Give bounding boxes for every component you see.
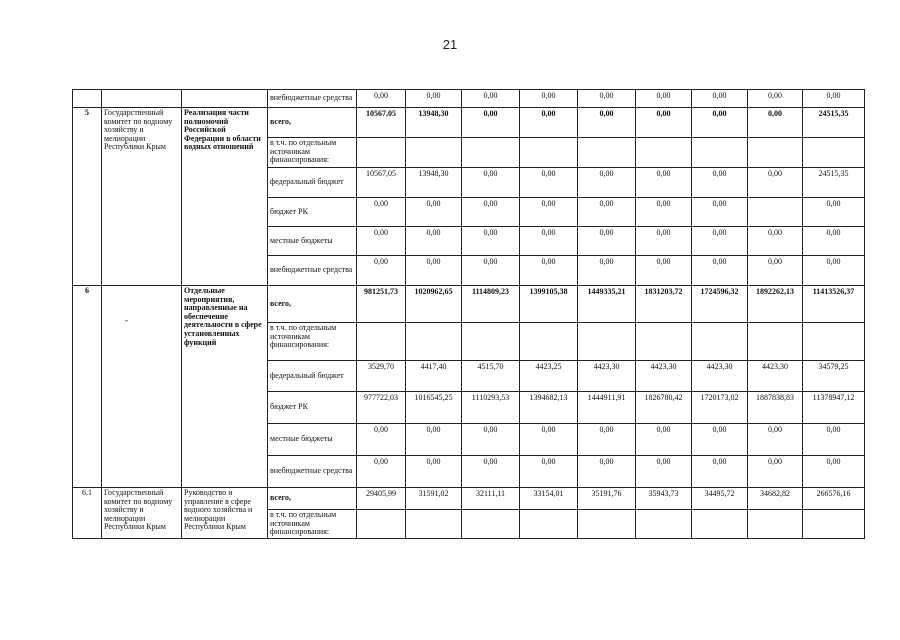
value-cell: 4423,30 [748,361,803,392]
value-cell: 0,00 [692,198,748,227]
value-cell: 0,00 [406,90,462,108]
value-cell [520,323,578,361]
value-cell [748,138,803,168]
value-cell: 0,00 [636,198,692,227]
value-cell: 981251,73 [357,286,406,323]
value-cell: 0,00 [748,424,803,456]
measure-name-cell: Реализация части полномочий Российской Федерации в области водных отношений [182,108,268,286]
value-cell: 1114809,23 [462,286,520,323]
source-cell: в т.ч. по отдельным источникам финансирования: [268,510,357,539]
value-cell: 0,00 [406,198,462,227]
executor-cell [102,90,182,108]
value-cell [578,323,636,361]
measure-name-cell [182,90,268,108]
value-cell: 0,00 [636,227,692,256]
source-cell: всего, [268,108,357,138]
value-cell [520,510,578,539]
value-cell: 1020962,65 [406,286,462,323]
value-cell [462,510,520,539]
value-cell: 0,00 [748,227,803,256]
value-cell [692,138,748,168]
value-cell: 35191,76 [578,488,636,510]
value-cell: 1110293,53 [462,392,520,424]
value-cell: 0,00 [520,256,578,286]
value-cell: 0,00 [636,168,692,198]
value-cell: 13948,30 [406,168,462,198]
value-cell: 0,00 [578,90,636,108]
source-cell: местные бюджеты [268,227,357,256]
value-cell: 266576,16 [803,488,865,510]
value-cell: 0,00 [636,456,692,488]
value-cell: 0,00 [406,424,462,456]
value-cell: 1720173,02 [692,392,748,424]
value-cell: 0,00 [748,90,803,108]
value-cell: 0,00 [748,456,803,488]
value-cell: 0,00 [462,227,520,256]
executor-cell: Государственный комитет по водному хозяйству и мелиорации Республики Крым [102,488,182,539]
value-cell [520,138,578,168]
value-cell: 0,00 [578,108,636,138]
value-cell: 34682,82 [748,488,803,510]
value-cell: 0,00 [692,168,748,198]
value-cell: 11413526,37 [803,286,865,323]
value-cell: 0,00 [406,227,462,256]
value-cell [636,138,692,168]
value-cell: 0,00 [462,198,520,227]
value-cell [462,323,520,361]
value-cell: 1394682,13 [520,392,578,424]
value-cell: 4417,40 [406,361,462,392]
value-cell: 0,00 [462,108,520,138]
source-cell: федеральный бюджет [268,168,357,198]
value-cell: 1724596,32 [692,286,748,323]
source-cell: местные бюджеты [268,424,357,456]
value-cell: 0,00 [357,90,406,108]
budget-table [72,89,865,539]
source-cell: всего, [268,286,357,323]
value-cell: 0,00 [357,456,406,488]
value-cell [803,138,865,168]
value-cell: 0,00 [636,424,692,456]
table-row [73,90,865,108]
value-cell: 0,00 [357,227,406,256]
value-cell: 4423,30 [578,361,636,392]
value-cell: 0,00 [803,456,865,488]
source-cell: в т.ч. по отдельным источникам финансирования: [268,138,357,168]
value-cell: 0,00 [636,90,692,108]
value-cell [803,323,865,361]
value-cell [692,323,748,361]
value-cell [636,510,692,539]
value-cell: 0,00 [406,256,462,286]
value-cell [406,510,462,539]
row-number-cell [73,90,102,108]
value-cell: 977722,03 [357,392,406,424]
value-cell: 0,00 [692,227,748,256]
value-cell: 0,00 [748,256,803,286]
value-cell: 4423,30 [636,361,692,392]
value-cell: 1016545,25 [406,392,462,424]
value-cell: 34495,72 [692,488,748,510]
value-cell: 0,00 [692,424,748,456]
value-cell: 1449335,21 [578,286,636,323]
value-cell: 10567,05 [357,108,406,138]
table-row [73,488,865,510]
value-cell [692,510,748,539]
table-row [73,108,865,138]
value-cell [357,323,406,361]
value-cell: 0,00 [462,456,520,488]
value-cell: 0,00 [406,456,462,488]
value-cell: 0,00 [748,168,803,198]
value-cell: 0,00 [578,168,636,198]
value-cell: 1831203,72 [636,286,692,323]
value-cell [406,323,462,361]
value-cell: 0,00 [578,227,636,256]
value-cell: 0,00 [803,256,865,286]
value-cell: 0,00 [692,456,748,488]
stray-mark: - [125,315,128,325]
value-cell: 0,00 [636,108,692,138]
source-cell: в т.ч. по отдельным источникам финансирования: [268,323,357,361]
value-cell: 3529,70 [357,361,406,392]
value-cell: 0,00 [803,90,865,108]
value-cell: 0,00 [520,198,578,227]
source-cell: внебюджетные средства [268,256,357,286]
value-cell [578,510,636,539]
value-cell: 1444911,91 [578,392,636,424]
executor-cell: Государственный комитет по водному хозяйству и мелиорации Республики Крым [102,108,182,286]
value-cell: 0,00 [357,198,406,227]
value-cell: 1892262,13 [748,286,803,323]
source-cell: федеральный бюджет [268,361,357,392]
value-cell: 35943,73 [636,488,692,510]
value-cell: 10567,05 [357,168,406,198]
value-cell: 0,00 [636,256,692,286]
row-number-cell: 6.1 [73,488,102,539]
value-cell: 0,00 [520,90,578,108]
value-cell: 1399105,38 [520,286,578,323]
source-cell: всего, [268,488,357,510]
value-cell: 0,00 [462,256,520,286]
value-cell: 0,00 [578,424,636,456]
page-number: 21 [442,37,458,52]
value-cell [357,510,406,539]
value-cell: 0,00 [803,424,865,456]
value-cell: 13948,30 [406,108,462,138]
value-cell: 0,00 [803,198,865,227]
value-cell: 4423,25 [520,361,578,392]
source-cell: бюджет РК [268,198,357,227]
value-cell: 0,00 [462,424,520,456]
value-cell: 0,00 [520,456,578,488]
value-cell: 0,00 [462,90,520,108]
row-number-cell: 5 [73,108,102,286]
value-cell: 0,00 [357,424,406,456]
measure-name-cell: Руководство и управление в сфере водного хозяйства и мелиорации Республики Крым [182,488,268,539]
value-cell: 0,00 [692,256,748,286]
value-cell: 24515,35 [803,168,865,198]
value-cell [748,198,803,227]
value-cell: 0,00 [692,108,748,138]
source-cell: внебюджетные средства [268,456,357,488]
executor-cell [102,286,182,488]
value-cell: 4423,30 [692,361,748,392]
measure-name-cell: Отдельные мероприятия, направленные на обеспечение деятельности в сфере установленных функций [182,286,268,488]
value-cell: 0,00 [578,456,636,488]
value-cell [357,138,406,168]
value-cell: 0,00 [520,108,578,138]
value-cell: 0,00 [520,227,578,256]
value-cell: 31591,02 [406,488,462,510]
value-cell [406,138,462,168]
value-cell: 0,00 [578,256,636,286]
table-row [73,286,865,323]
value-cell [636,323,692,361]
row-number-cell: 6 [73,286,102,488]
value-cell: 1887838,83 [748,392,803,424]
value-cell: 0,00 [357,256,406,286]
value-cell: 0,00 [748,108,803,138]
source-cell: внебюджетные средства [268,90,357,108]
value-cell: 0,00 [692,90,748,108]
value-cell [748,323,803,361]
value-cell: 24515,35 [803,108,865,138]
value-cell: 0,00 [578,198,636,227]
value-cell: 29405,99 [357,488,406,510]
value-cell [748,510,803,539]
value-cell: 0,00 [520,168,578,198]
value-cell [462,138,520,168]
value-cell: 0,00 [520,424,578,456]
value-cell: 0,00 [462,168,520,198]
value-cell: 33154,01 [520,488,578,510]
value-cell: 34579,25 [803,361,865,392]
value-cell: 11378947,12 [803,392,865,424]
source-cell: бюджет РК [268,392,357,424]
value-cell: 4515,70 [462,361,520,392]
value-cell: 1826780,42 [636,392,692,424]
value-cell [803,510,865,539]
value-cell [578,138,636,168]
value-cell: 0,00 [803,227,865,256]
value-cell: 32111,11 [462,488,520,510]
